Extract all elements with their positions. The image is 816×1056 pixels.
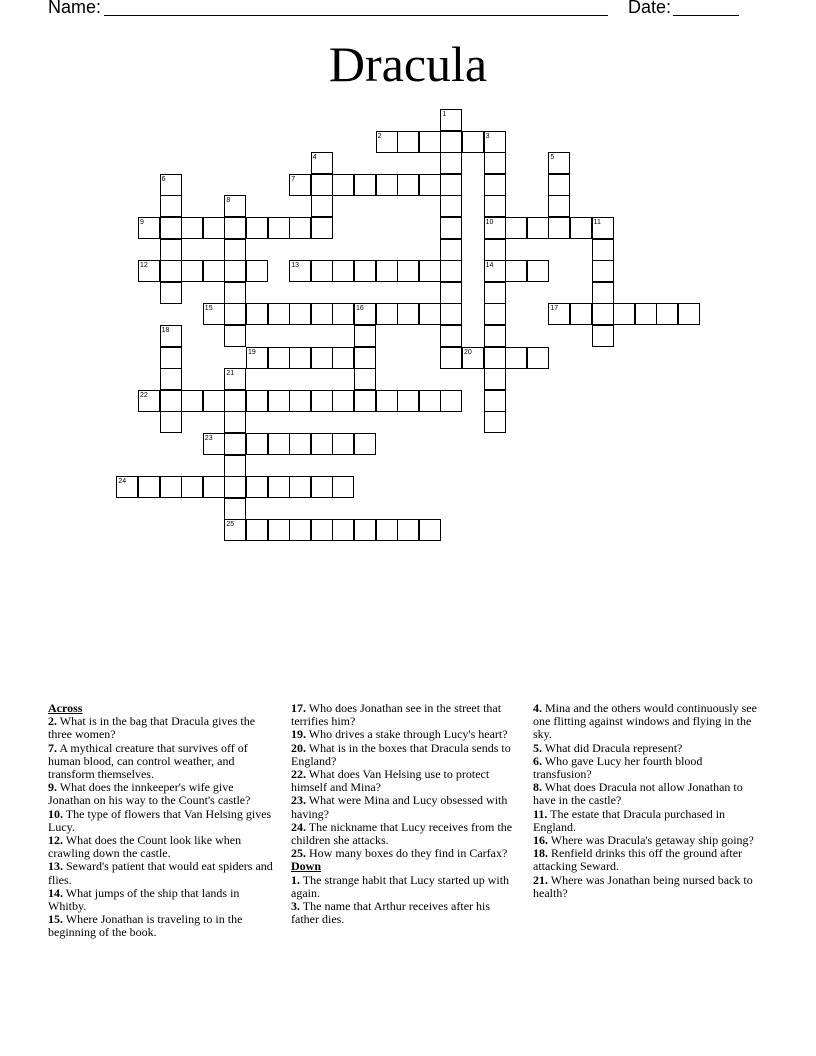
clue-num: 14. [48,885,63,900]
grid-cell[interactable] [462,131,484,153]
grid-cell[interactable] [160,476,182,498]
grid-cell[interactable] [484,174,506,196]
clue-num: 21. [533,872,548,887]
grid-cell[interactable] [160,390,182,412]
grid-cell[interactable] [570,303,592,325]
down-clue [291,900,519,926]
clue-number: 9 [140,219,144,226]
grid-cell[interactable] [354,433,376,455]
grid-cell[interactable] [548,174,570,196]
grid-cell[interactable] [246,303,268,325]
grid-cell[interactable] [181,476,203,498]
clue-text: What does Dracula not allow Jonathan to have in the castle? [533,780,743,808]
across-clue [291,847,519,860]
grid-cell[interactable] [548,217,570,239]
clue-text: Seward's patient that would eat spiders and flies. [48,859,273,887]
clue-number: 1 [442,111,447,118]
clue-text: How many boxes do they find in Carfax? [306,846,508,861]
grid-cell[interactable] [440,131,462,153]
clue-number: 20 [464,348,472,356]
date-label: Date: [628,0,672,17]
grid-cell[interactable] [311,303,333,325]
across-clue [48,834,276,860]
clue-number: 18 [161,327,170,334]
grid-cell[interactable] [246,217,268,239]
grid-cell[interactable] [397,303,419,325]
grid-cell[interactable] [376,519,398,541]
grid-cell[interactable] [311,519,333,541]
clue-number: 15 [204,305,213,313]
grid-cell[interactable] [332,303,354,325]
clue-num: 6. [533,753,542,768]
grid-cell[interactable] [224,260,246,282]
clue-text: Who does Jonathan see in the street that terrifies him? [291,701,502,729]
grid-cell[interactable] [160,217,182,239]
grid-cell[interactable] [289,303,311,325]
grid-cell[interactable] [592,260,614,282]
clue-number: 8 [226,197,231,205]
grid-cell[interactable] [527,217,549,239]
clues-column-1 [48,702,276,940]
grid-cell[interactable] [484,152,506,174]
clue-num: 13. [48,859,63,874]
clue-number: 16 [356,305,364,313]
across-clues-list-continued [291,702,519,860]
clue-text: The strange habit that Lucy started up with again. [291,872,510,900]
grid-cell[interactable] [160,368,182,390]
grid-cell[interactable] [311,433,333,455]
grid-cell[interactable] [289,390,311,412]
grid-cell[interactable] [224,498,246,520]
grid-cell[interactable] [160,239,182,261]
grid-cell[interactable] [311,174,333,196]
clue-num: 7. [48,740,57,755]
grid-cell[interactable] [354,368,376,390]
grid-cell[interactable] [246,476,268,498]
grid-cell[interactable] [635,303,657,325]
grid-cell[interactable] [332,433,354,455]
grid-cell[interactable] [224,433,246,455]
clue-number: 21 [226,370,235,378]
grid-cell[interactable] [224,239,246,261]
across-clue [48,742,276,782]
clue-number: 4 [312,154,317,162]
grid-cell[interactable] [160,411,182,433]
grid-cell[interactable] [332,347,354,369]
down-clue [533,702,761,742]
clue-text: What is in the bag that Dracula gives the three women? [48,714,256,742]
grid-cell[interactable] [181,390,203,412]
grid-cell[interactable] [354,325,376,347]
grid-cell[interactable] [484,303,506,325]
down-clue [533,874,761,900]
page-title: Dracula [328,36,488,92]
grid-cell[interactable] [160,347,182,369]
down-clue [533,808,761,834]
grid-cell[interactable] [311,347,333,369]
grid-cell[interactable] [397,390,419,412]
clue-num: 5. [533,740,542,755]
clue-number: 17 [550,305,559,313]
grid-cell[interactable] [246,390,268,412]
grid-cell[interactable] [354,347,376,369]
grid-cell[interactable] [440,239,462,261]
grid-cell[interactable] [484,368,506,390]
grid-cell[interactable] [138,476,160,498]
grid-cell[interactable] [160,282,182,304]
grid-cell[interactable] [505,260,527,282]
clue-num: 12. [48,833,63,848]
grid-cell[interactable] [311,217,333,239]
clue-number: 7 [291,175,296,183]
clue-number: 6 [161,175,166,183]
clue-num: 18. [533,846,548,861]
clue-number: 12 [140,262,148,270]
clues-column-2 [291,702,519,926]
clue-text: What does the innkeeper's wife give Jonathan on his way to the Count's castle? [48,780,251,808]
grid-cell[interactable] [246,433,268,455]
grid-cell[interactable] [419,303,441,325]
grid-cell[interactable] [203,476,225,498]
grid-cell[interactable] [484,195,506,217]
across-clue [48,781,276,807]
clue-number: 22 [140,391,148,399]
across-clue [48,860,276,886]
grid-cell[interactable] [440,152,462,174]
clue-text: Who gave Lucy her fourth blood transfusion? [533,753,703,782]
clue-text: What did Dracula represent? [542,740,683,755]
grid-cell[interactable] [268,217,290,239]
grid-cell[interactable] [440,217,462,239]
grid-cell[interactable] [268,303,290,325]
clue-number: 19 [248,348,256,356]
grid-cell[interactable] [419,260,441,282]
grid-cell[interactable] [332,476,354,498]
across-heading: Across [48,701,83,715]
grid-cell[interactable] [678,303,700,325]
grid-cell[interactable] [484,411,506,433]
grid-cell[interactable] [440,390,462,412]
clue-text: The name that Arthur receives after his father dies. [291,899,491,927]
grid-cell[interactable] [419,174,441,196]
grid-cell[interactable] [289,519,311,541]
grid-cell[interactable] [224,455,246,477]
grid-cell[interactable] [527,347,549,369]
clue-text: What is in the boxes that Dracula sends to England? [291,740,511,768]
grid-cell[interactable] [203,217,225,239]
grid-cell[interactable] [484,239,506,261]
down-clues-list-continued [533,702,761,900]
down-heading: Down [291,859,322,874]
grid-cell[interactable] [397,260,419,282]
grid-cell[interactable] [354,260,376,282]
grid-cell[interactable] [376,260,398,282]
clue-num: 24. [291,819,306,834]
clue-number: 23 [204,435,213,442]
clue-text: The estate that Dracula purchased in England. [533,806,726,834]
grid-cell[interactable] [376,303,398,325]
across-clue [291,742,519,768]
grid-cell[interactable] [656,303,678,325]
grid-cell[interactable] [224,303,246,325]
grid-cell[interactable] [527,260,549,282]
clue-num: 1. [291,872,300,887]
clue-text: Mina and the others would continuously see one flitting against windows and flying in the sky. [533,701,757,742]
clue-text: A mythical creature that survives off of human blood, can control weather, and transform themselves. [48,740,248,782]
grid-cell[interactable] [592,239,614,261]
across-clues-list [48,715,276,939]
grid-cell[interactable] [224,325,246,347]
clue-number: 10 [485,219,494,226]
grid-cell[interactable] [268,476,290,498]
grid-cell[interactable] [311,390,333,412]
grid-cell[interactable] [548,195,570,217]
clue-text: What jumps of the ship that lands in Whitby. [48,885,240,914]
clue-num: 8. [533,780,542,795]
grid-cell[interactable] [160,195,182,217]
grid-cell[interactable] [268,433,290,455]
grid-cell[interactable] [505,217,527,239]
across-clue [291,794,519,820]
grid-cell[interactable] [332,260,354,282]
grid-cell[interactable] [289,433,311,455]
grid-cell[interactable] [419,390,441,412]
clue-num: 2. [48,714,57,729]
grid-cell[interactable] [289,347,311,369]
grid-cell[interactable] [484,325,506,347]
clue-num: 16. [533,833,548,848]
clue-text: What does the Count look like when crawling down the castle. [48,833,242,861]
grid-cell[interactable] [592,303,614,325]
grid-cell[interactable] [332,174,354,196]
clue-text: Where Jonathan is traveling to in the beginning of the book. [48,912,243,940]
across-clue [48,913,276,939]
down-clue [533,847,761,873]
down-clue [533,755,761,781]
grid-cell[interactable] [484,282,506,304]
clue-text: Where was Jonathan being nursed back to health? [533,872,753,900]
clue-num: 22. [291,767,306,782]
grid-cell[interactable] [354,174,376,196]
grid-cell[interactable] [397,519,419,541]
grid-cell[interactable] [311,195,333,217]
clue-text: The type of flowers that Van Helsing gives Lucy. [48,806,272,834]
grid-cell[interactable] [311,476,333,498]
grid-cell[interactable] [203,260,225,282]
grid-cell[interactable] [613,303,635,325]
down-clue [291,874,519,900]
clue-num: 10. [48,806,63,821]
grid-cell[interactable] [181,217,203,239]
clue-number: 2 [377,132,382,140]
across-clue [48,887,276,913]
clues-column-3 [533,702,761,900]
clue-num: 15. [48,912,63,927]
grid-cell[interactable] [224,411,246,433]
clue-num: 17. [291,701,306,715]
clue-text: What were Mina and Lucy obsessed with having? [291,793,508,821]
clue-num: 9. [48,780,57,795]
clue-num: 3. [291,899,300,914]
clue-num: 4. [533,701,542,715]
grid-cell[interactable] [440,260,462,282]
grid-cell[interactable] [440,195,462,217]
grid-cell[interactable] [484,347,506,369]
clue-num: 25. [291,846,306,861]
clue-text: What does Van Helsing use to protect himself and Mina? [291,767,490,795]
clue-num: 23. [291,793,306,808]
grid-cell[interactable] [268,390,290,412]
clue-number: 5 [550,154,555,162]
clue-text: Where was Dracula's getaway ship going? [548,833,754,848]
clue-number: 14 [485,262,494,270]
grid-cell[interactable] [246,260,268,282]
grid-cell[interactable] [203,390,225,412]
across-clue [291,768,519,794]
clue-number: 13 [291,262,299,270]
clue-num: 19. [291,727,306,742]
grid-cell[interactable] [440,325,462,347]
grid-cell[interactable] [397,131,419,153]
grid-cell[interactable] [311,260,333,282]
grid-cell[interactable] [224,282,246,304]
clue-text: Who drives a stake through Lucy's heart? [306,727,508,742]
down-clue [533,781,761,807]
grid-cell[interactable] [440,347,462,369]
grid-cell[interactable] [181,260,203,282]
grid-cell[interactable] [570,217,592,239]
grid-cell[interactable] [419,131,441,153]
grid-cell[interactable] [354,519,376,541]
across-clue [48,808,276,834]
grid-cell[interactable] [224,476,246,498]
grid-cell[interactable] [484,390,506,412]
clue-text: The nickname that Lucy receives from the children she attacks. [291,819,513,848]
clue-number: 25 [226,521,235,529]
grid-cell[interactable] [376,174,398,196]
clue-num: 11. [533,806,548,821]
down-clues-list [291,874,519,927]
grid-cell[interactable] [440,303,462,325]
grid-cell[interactable] [268,347,290,369]
grid-cell[interactable] [332,519,354,541]
grid-cell[interactable] [592,325,614,347]
grid-cell[interactable] [592,282,614,304]
grid-cell[interactable] [397,174,419,196]
grid-cell[interactable] [440,282,462,304]
grid-cell[interactable] [289,217,311,239]
grid-cell[interactable] [289,476,311,498]
grid-cell[interactable] [268,519,290,541]
grid-cell[interactable] [332,390,354,412]
across-clue [291,821,519,847]
grid-cell[interactable] [246,519,268,541]
grid-cell[interactable] [160,260,182,282]
clue-number: 24 [118,478,127,486]
grid-cell[interactable] [440,174,462,196]
grid-cell[interactable] [505,347,527,369]
grid-cell[interactable] [224,390,246,412]
clue-number: 3 [485,132,490,140]
clue-num: 20. [291,740,306,755]
clue-number: 11 [593,219,601,226]
grid-cell[interactable] [376,390,398,412]
grid-cell[interactable] [224,217,246,239]
clue-text: Renfield drinks this off the ground after attacking Seward. [533,846,743,874]
name-label: Name: [48,0,102,17]
grid-cell[interactable] [354,390,376,412]
across-clue [48,715,276,741]
grid-cell[interactable] [419,519,441,541]
across-clue [291,702,519,728]
